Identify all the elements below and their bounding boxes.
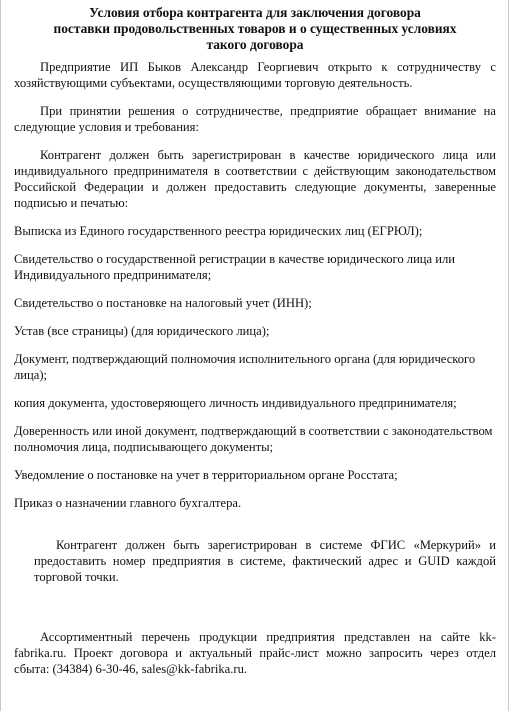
- list-item: Документ, подтверждающий полномочия исполнительного органа (для юридического лица);: [14, 352, 476, 382]
- title-line: поставки продовольственных товаров и о существенных условиях: [53, 21, 457, 36]
- title-line: такого договора: [206, 37, 304, 52]
- list-item: Свидетельство о государственной регистрации в качестве юридического лица или Индивидуального предпринимателя;: [14, 252, 456, 282]
- intro-paragraph: Предприятие ИП Быков Александр Георгиевич открыто к сотрудничеству с хозяйствующими субъектами, осуществляющими торговую деятельность.: [14, 60, 496, 90]
- list-item: Приказ о назначении главного бухгалтера.: [14, 496, 242, 510]
- document-title: [14, 5, 496, 53]
- mercury-requirement-paragraph: Контрагент должен быть зарегистрирован в системе ФГИС «Меркурий» и предоставить номер предприятия в системе, фактический адрес и GUID каждой торговой точки.: [34, 538, 496, 584]
- list-item: Доверенность или иной документ, подтверждающий в соответствии с законодательством полномочия лица, подписывающего документы;: [14, 424, 493, 454]
- conditions-intro-paragraph: При принятии решения о сотрудничестве, предприятие обращает внимание на следующие условия и требования:: [14, 104, 496, 134]
- list-item: Устав (все страницы) (для юридического лица);: [14, 324, 270, 338]
- list-item: копия документа, удостоверяющего личность индивидуального предпринимателя;: [14, 396, 457, 410]
- title-line: Условия отбора контрагента для заключения договора: [89, 5, 421, 20]
- registration-requirement-paragraph: Контрагент должен быть зарегистрирован в качестве юридического лица или индивидуального предпринимателя в соответствии с действующим законодательством Российской Федерации и должен предоставить следующие документы, заверенные подписью и печатью:: [14, 148, 496, 210]
- assortment-note-paragraph: Ассортиментный перечень продукции предприятия представлен на сайте kk-fabrika.ru. Проект договора и актуальный прайс-лист можно запросить через отдел сбыта: (34384) 6-30-46, sales@kk-fabrika.ru.: [14, 630, 496, 676]
- documents-list: [14, 223, 496, 511]
- list-item: Выписка из Единого государственного реестра юридических лиц (ЕГРЮЛ);: [14, 224, 423, 238]
- list-item: Уведомление о постановке на учет в территориальном органе Росстата;: [14, 468, 398, 482]
- list-item: Свидетельство о постановке на налоговый учет (ИНН);: [14, 296, 312, 310]
